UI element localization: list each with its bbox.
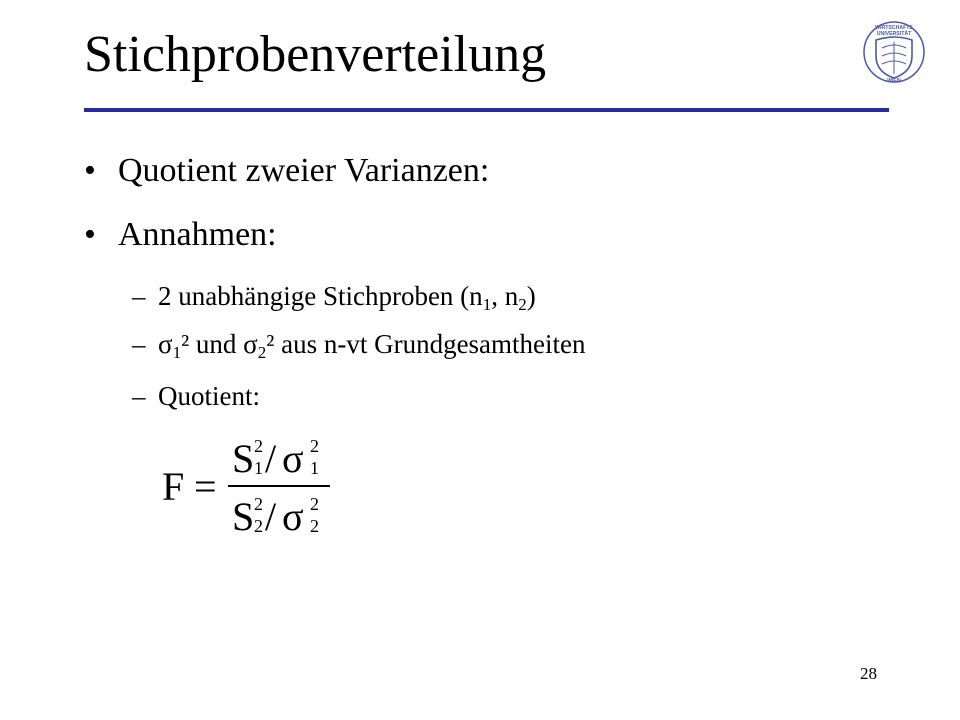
subscript: 1 (172, 343, 182, 362)
numerator-s-subscript: 1 (254, 458, 263, 478)
sub-bullet-sigma (132, 331, 586, 361)
numerator-sigma-superscript: 2 (310, 436, 319, 456)
formula-equals: = (194, 464, 217, 509)
denominator-s: S (232, 494, 255, 539)
f-ratio-formula (158, 420, 348, 550)
denominator-slash: / (265, 494, 277, 539)
sub-bullet-text: , n (491, 281, 519, 311)
denominator-sigma: σ (282, 494, 304, 539)
sub-bullet-stichproben (132, 283, 536, 313)
sub-bullet-text: Quotient: (158, 381, 260, 411)
numerator-sigma-subscript: 1 (310, 458, 319, 478)
sub-bullet-quotient (132, 383, 260, 410)
denominator-s-subscript: 2 (254, 516, 263, 536)
bullet-annahmen (84, 218, 277, 252)
numerator-s-superscript: 2 (254, 436, 263, 456)
bullet-mark: • (84, 152, 96, 189)
page-number: 28 (860, 664, 877, 683)
subscript: 2 (518, 295, 527, 314)
subscript: 1 (482, 295, 492, 314)
university-seal-icon (862, 20, 926, 84)
sub-bullet-text: 2 unabhängige Stichproben (n (158, 281, 483, 311)
bullet-mark: • (84, 216, 96, 253)
bullet-quotient-varianzen (84, 154, 489, 188)
numerator-s: S (232, 436, 255, 481)
sub-bullet-mark: – (132, 329, 146, 359)
denominator-sigma-superscript: 2 (310, 494, 319, 514)
slide-title: Stichprobenverteilung (84, 26, 547, 83)
sigma-symbol: σ (158, 329, 173, 359)
numerator-sigma: σ (282, 436, 304, 481)
numerator-slash: / (265, 436, 277, 481)
sub-bullet-mark: – (132, 381, 146, 411)
sub-bullet-text: und (189, 329, 244, 359)
sub-bullet-text: ) (526, 281, 536, 311)
logo-line-2: UNIVERSITÄT (876, 31, 912, 37)
formula-lhs: F (162, 464, 185, 509)
sigma-symbol: σ (243, 329, 258, 359)
superscript-square: ² (181, 329, 190, 359)
title-underline (84, 108, 889, 112)
subscript: 2 (257, 343, 267, 362)
bullet-text: Annahmen: (118, 216, 277, 253)
sub-bullet-mark: – (132, 281, 146, 311)
logo-line-1: WIRTSCHAFTS (875, 25, 913, 31)
logo-line-3: WIEN (887, 78, 901, 84)
denominator-sigma-subscript: 2 (310, 516, 319, 536)
denominator-s-superscript: 2 (254, 494, 263, 514)
bullet-text: Quotient zweier Varianzen: (118, 152, 490, 189)
superscript-square: ² (266, 329, 275, 359)
sub-bullet-text: aus n-vt Grundgesamtheiten (274, 329, 586, 359)
